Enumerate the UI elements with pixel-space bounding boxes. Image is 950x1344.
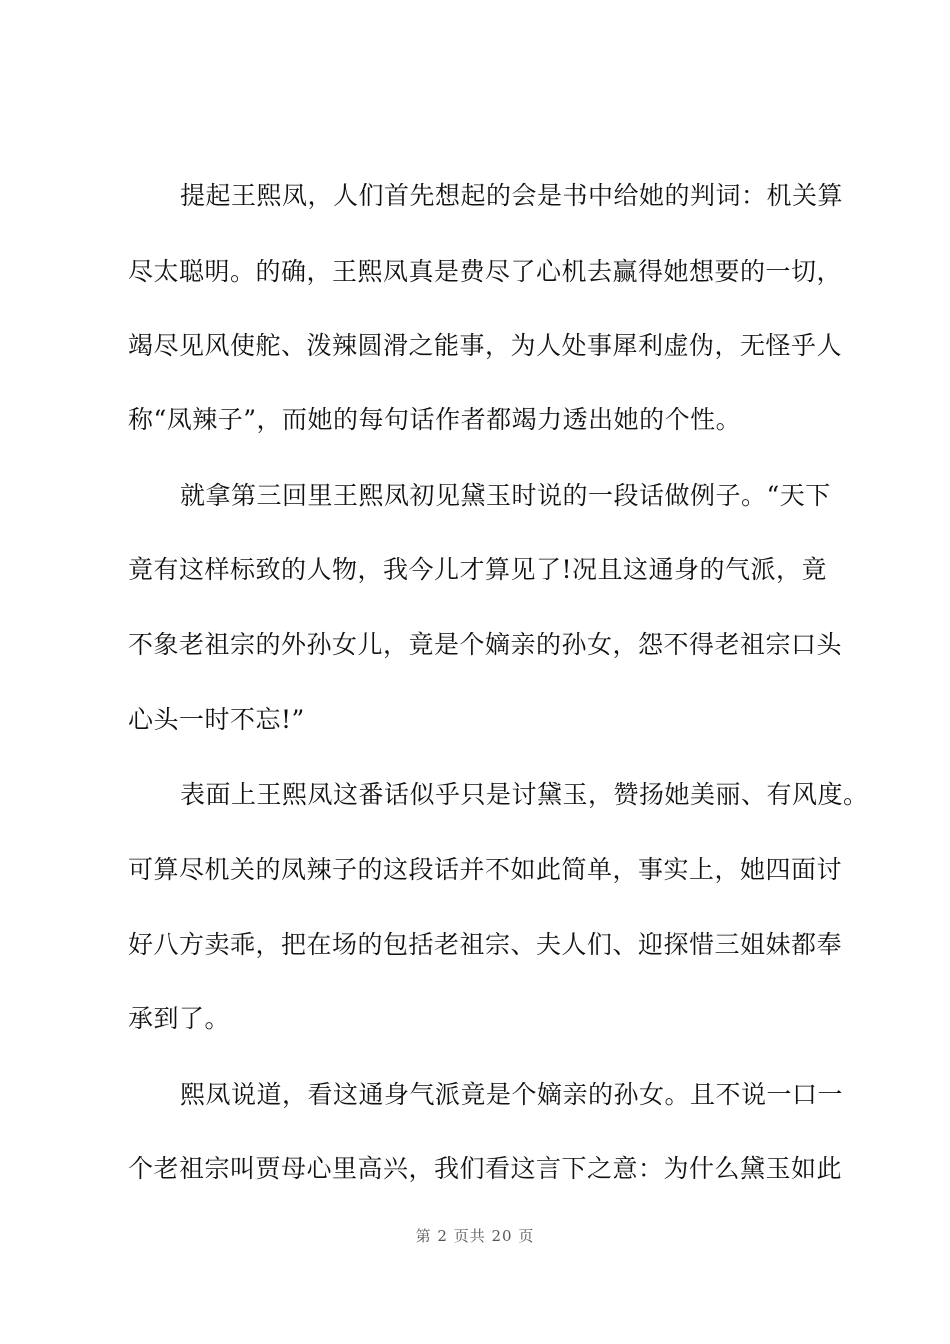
- paragraph-4-line-2: 个老祖宗叫贾母心里高兴，我们看这言下之意：为什么黛玉如此: [128, 1154, 843, 1183]
- paragraph-3-line-3: 好八方卖乖，把在场的包括老祖宗、夫人们、迎探惜三姐妹都奉: [128, 930, 843, 959]
- paragraph-2-line-4: 心头一时不忘!”: [128, 705, 305, 734]
- paragraph-1-line-2: 尽太聪明。的确，王熙凤真是费尽了心机去赢得她想要的一切，: [128, 257, 843, 286]
- paragraph-3-line-4: 承到了。: [128, 1004, 231, 1033]
- paragraph-2-line-1: 就拿第三回里王熙凤初见黛玉时说的一段话做例子。“天下: [180, 481, 831, 510]
- paragraph-3-line-2: 可算尽机关的凤辣子的这段话并不如此简单，事实上，她四面讨: [128, 855, 843, 884]
- paragraph-1-line-4: 称“凤辣子”，而她的每句话作者都竭力透出她的个性。: [128, 405, 742, 434]
- paragraph-3-line-1: 表面上王熙凤这番话似乎只是讨黛玉，赞扬她美丽、有风度。: [180, 780, 869, 809]
- paragraph-2-line-3: 不象老祖宗的外孙女儿，竟是个嫡亲的孙女，怨不得老祖宗口头: [128, 630, 843, 659]
- paragraph-2-line-2: 竟有这样标致的人物，我今儿才算见了!况且这通身的气派，竟: [128, 555, 828, 584]
- paragraph-1-line-3: 竭尽见风使舵、泼辣圆滑之能事，为人处事犀利虚伪，无怪乎人: [128, 331, 843, 360]
- page-number-footer: 第 2 页共 20 页: [415, 1227, 535, 1245]
- paragraph-4-line-1: 熙凤说道，看这通身气派竟是个嫡亲的孙女。且不说一口一: [180, 1080, 844, 1109]
- paragraph-1-line-1: 提起王熙凤，人们首先想起的会是书中给她的判词：机关算: [180, 181, 844, 210]
